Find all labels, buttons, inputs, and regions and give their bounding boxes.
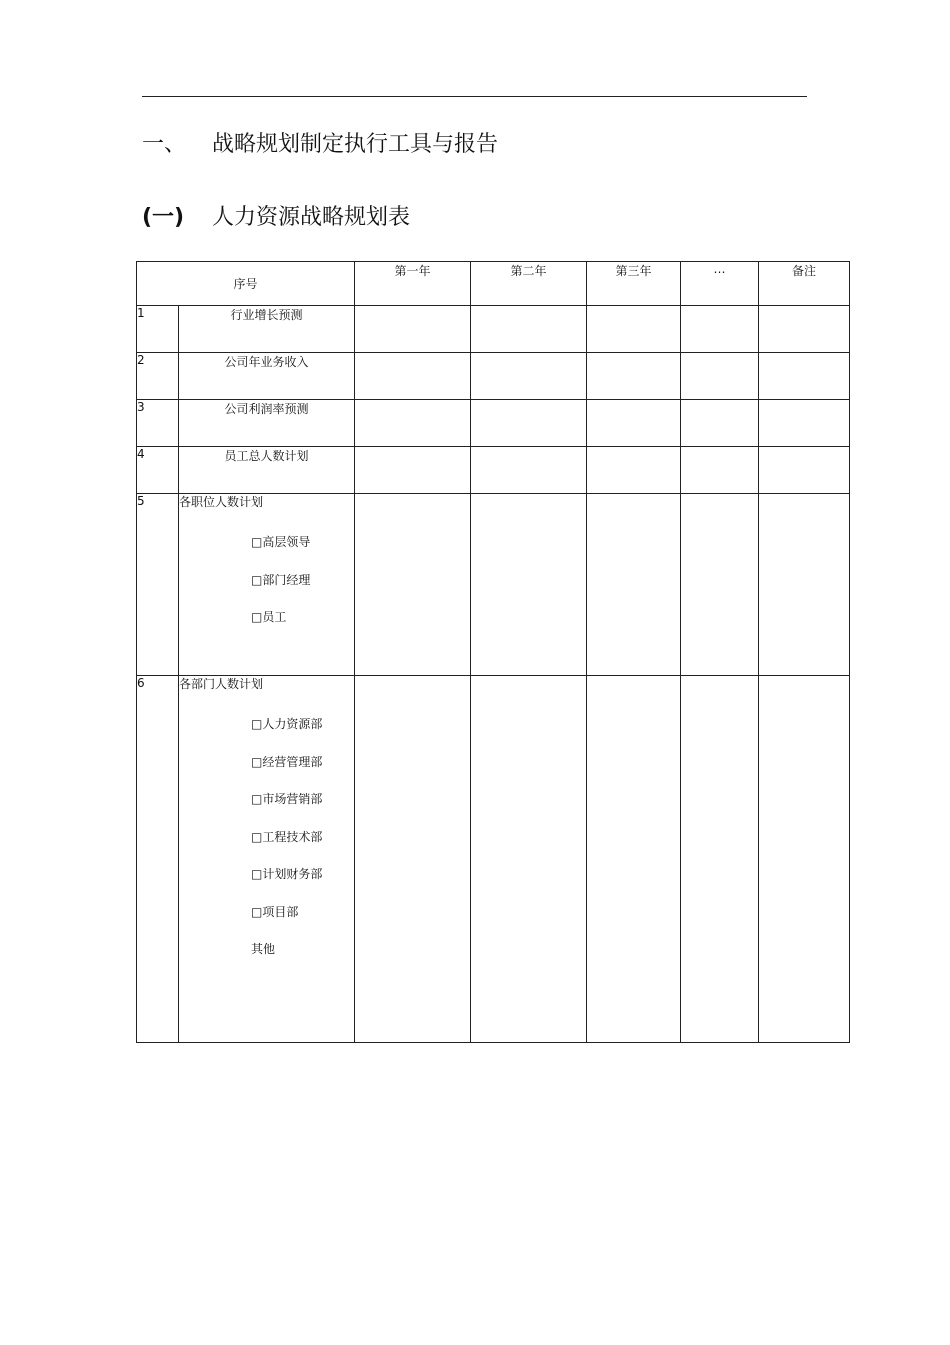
cell-year-3[interactable] xyxy=(587,494,681,676)
cell-ellipsis[interactable] xyxy=(681,447,759,494)
table-header-row xyxy=(137,262,850,306)
cell-year-3[interactable] xyxy=(587,447,681,494)
section-title: 战略规划制定执行工具与报告 xyxy=(212,132,499,157)
cell-remarks[interactable] xyxy=(759,400,850,447)
cell-ellipsis[interactable] xyxy=(681,306,759,353)
row-item: 员工总人数计划 xyxy=(179,447,355,494)
row-item: 公司利润率预测 xyxy=(179,400,355,447)
subsection-number: (一) xyxy=(142,205,185,230)
hr-strategy-plan-table xyxy=(136,261,850,1043)
cell-ellipsis[interactable] xyxy=(681,676,759,1043)
cell-ellipsis[interactable] xyxy=(681,494,759,676)
subsection-title: 人力资源战略规划表 xyxy=(212,205,411,230)
checkbox-option[interactable]: □市场营销部 xyxy=(251,792,323,806)
checkbox-option[interactable]: □项目部 xyxy=(251,904,299,919)
cell-year-3[interactable] xyxy=(587,353,681,400)
cell-year-3[interactable] xyxy=(587,676,681,1043)
cell-year-2[interactable] xyxy=(471,353,587,400)
cell-ellipsis[interactable] xyxy=(681,400,759,447)
cell-year-2[interactable] xyxy=(471,676,587,1043)
table-row xyxy=(137,353,850,400)
section-heading xyxy=(142,127,498,158)
top-rule xyxy=(142,96,807,97)
cell-remarks[interactable] xyxy=(759,494,850,676)
cell-remarks[interactable] xyxy=(759,447,850,494)
row-item: 各职位人数计划 xyxy=(179,495,264,509)
cell-remarks[interactable] xyxy=(759,676,850,1043)
checkbox-option[interactable]: □高层领导 xyxy=(251,535,311,549)
cell-year-1[interactable] xyxy=(355,676,471,1043)
header-year-1: 第一年 xyxy=(355,262,471,306)
header-ellipsis: … xyxy=(681,262,759,306)
header-remarks: 备注 xyxy=(759,262,850,306)
checkbox-option[interactable]: □经营管理部 xyxy=(251,754,323,769)
checkbox-option[interactable]: □人力资源部 xyxy=(251,717,323,731)
subsection-heading xyxy=(142,200,410,231)
row-index: 3 xyxy=(137,400,179,447)
checkbox-option[interactable]: □员工 xyxy=(251,610,287,624)
row-item: 公司年业务收入 xyxy=(179,353,355,400)
cell-year-3[interactable] xyxy=(587,306,681,353)
cell-year-2[interactable] xyxy=(471,447,587,494)
row-index: 4 xyxy=(137,447,179,494)
cell-year-1[interactable] xyxy=(355,306,471,353)
cell-year-2[interactable] xyxy=(471,306,587,353)
cell-year-3[interactable] xyxy=(587,400,681,447)
header-seq: 序号 xyxy=(137,262,355,306)
row-item-group xyxy=(179,676,355,1043)
section-number: 一、 xyxy=(142,132,187,157)
table-row xyxy=(137,447,850,494)
header-year-2: 第二年 xyxy=(471,262,587,306)
cell-year-1[interactable] xyxy=(355,400,471,447)
cell-year-1[interactable] xyxy=(355,353,471,400)
row-index: 5 xyxy=(137,494,179,676)
row-item: 各部门人数计划 xyxy=(179,677,264,691)
cell-remarks[interactable] xyxy=(759,353,850,400)
checkbox-option[interactable]: □工程技术部 xyxy=(251,829,323,844)
row-index: 1 xyxy=(137,306,179,353)
row-item-group xyxy=(179,494,355,676)
cell-ellipsis[interactable] xyxy=(681,353,759,400)
table-row xyxy=(137,676,850,1043)
cell-year-1[interactable] xyxy=(355,447,471,494)
cell-remarks[interactable] xyxy=(759,306,850,353)
table-row xyxy=(137,494,850,676)
table-row xyxy=(137,400,850,447)
cell-year-2[interactable] xyxy=(471,494,587,676)
row-item: 行业增长预测 xyxy=(179,306,355,353)
checkbox-option[interactable]: □部门经理 xyxy=(251,572,311,587)
row-index: 6 xyxy=(137,676,179,1043)
other-option: 其他 xyxy=(251,942,276,956)
table-row xyxy=(137,306,850,353)
row-index: 2 xyxy=(137,353,179,400)
header-year-3: 第三年 xyxy=(587,262,681,306)
cell-year-1[interactable] xyxy=(355,494,471,676)
checkbox-option[interactable]: □计划财务部 xyxy=(251,867,323,881)
cell-year-2[interactable] xyxy=(471,400,587,447)
